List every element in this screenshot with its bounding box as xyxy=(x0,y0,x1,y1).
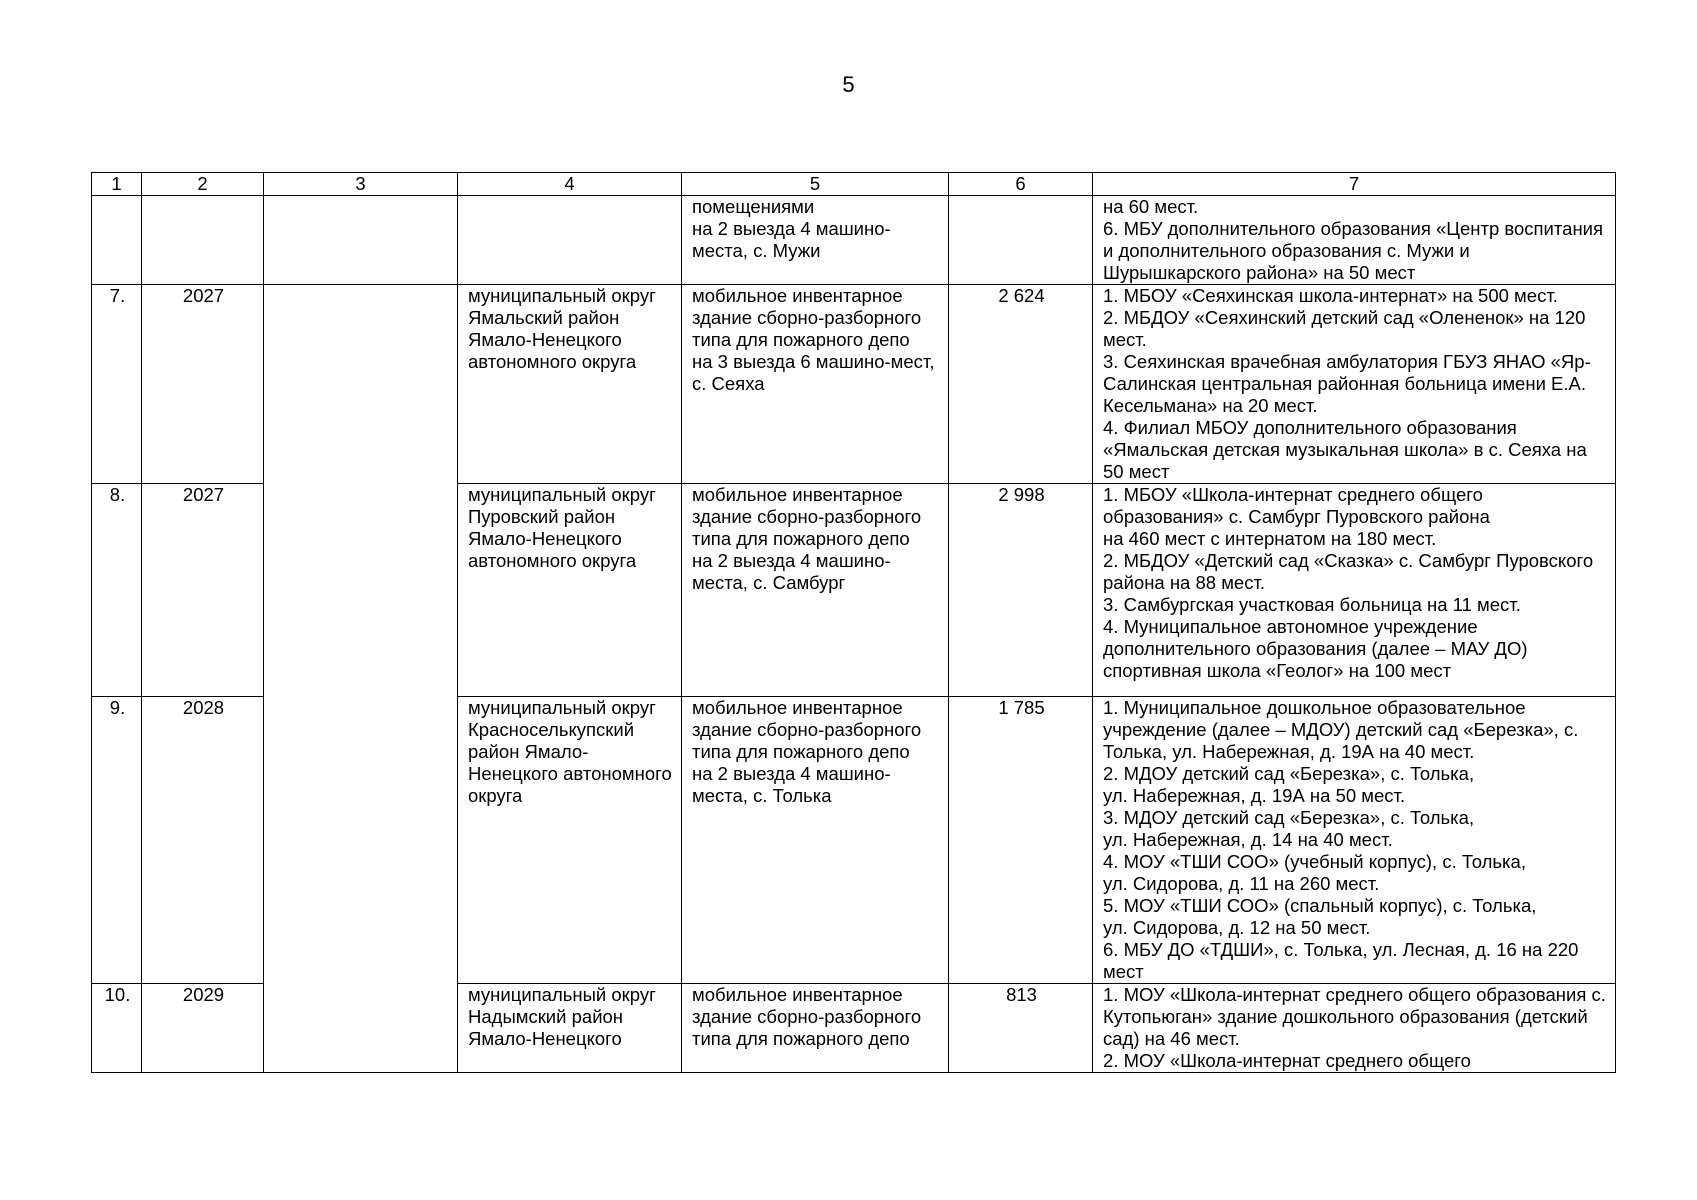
cell-object: мобильное инвентарное здание сборно-разборного типа для пожарного депо на 2 выезда 4 машино-места, с. Толька xyxy=(682,697,949,984)
cell-facilities: 1. МОУ «Школа-интернат среднего общего образования с. Кутопьюган» здание дошкольного образования (детский сад) на 46 мест. 2. МОУ «Школа-интернат среднего общего xyxy=(1093,984,1616,1073)
cell-value: 1 785 xyxy=(949,697,1093,984)
header-col-3: 3 xyxy=(264,173,458,196)
cell-num: 10. xyxy=(92,984,142,1073)
cell-facilities: на 60 мест. 6. МБУ дополнительного образования «Центр воспитания и дополнительного образования с. Мужи и Шурышкарского района» на 50 мест xyxy=(1093,196,1616,285)
cell-num xyxy=(92,196,142,285)
header-col-1: 1 xyxy=(92,173,142,196)
table-row-continuation xyxy=(92,196,1616,285)
cell-num: 7. xyxy=(92,285,142,484)
cell-location: муниципальный округ Пуровский район Ямало-Ненецкого автономного округа xyxy=(458,484,682,697)
cell-year xyxy=(142,196,264,285)
header-col-5: 5 xyxy=(682,173,949,196)
cell-value xyxy=(949,196,1093,285)
header-col-2: 2 xyxy=(142,173,264,196)
header-col-7: 7 xyxy=(1093,173,1616,196)
cell-col3 xyxy=(264,196,458,285)
table-header-row xyxy=(92,173,1616,196)
cell-object: мобильное инвентарное здание сборно-разборного типа для пожарного депо на 2 выезда 4 машино-места, с. Самбург xyxy=(682,484,949,697)
cell-year: 2029 xyxy=(142,984,264,1073)
cell-location: муниципальный округ Надымский район Ямало-Ненецкого xyxy=(458,984,682,1073)
header-col-4: 4 xyxy=(458,173,682,196)
cell-location: муниципальный округ Красноселькупский район Ямало-Ненецкого автономного округа xyxy=(458,697,682,984)
cell-value: 813 xyxy=(949,984,1093,1073)
document-table xyxy=(91,172,1616,1073)
cell-object: мобильное инвентарное здание сборно-разборного типа для пожарного депо на 3 выезда 6 машино-мест, с. Сеяха xyxy=(682,285,949,484)
cell-year: 2027 xyxy=(142,484,264,697)
cell-facilities: 1. МБОУ «Сеяхинская школа-интернат» на 500 мест. 2. МБДОУ «Сеяхинский детский сад «Олененок» на 120 мест. 3. Сеяхинская врачебная амбулатория ГБУЗ ЯНАО «Яр-Салинская центральная районная больница имени Е.А. Кесельмана» на 20 мест. 4. Филиал МБОУ дополнительного образования «Ямальская детская музыкальная школа» в с. Сеяха на 50 мест xyxy=(1093,285,1616,484)
cell-location: муниципальный округ Ямальский район Ямало-Ненецкого автономного округа xyxy=(458,285,682,484)
cell-object: мобильное инвентарное здание сборно-разборного типа для пожарного депо xyxy=(682,984,949,1073)
cell-col3-merged xyxy=(264,285,458,1073)
cell-facilities: 1. МБОУ «Школа-интернат среднего общего образования» с. Самбург Пуровского района на 460 мест с интернатом на 180 мест. 2. МБДОУ «Детский сад «Сказка» с. Самбург Пуровского района на 88 мест. 3. Самбургская участковая больница на 11 мест. 4. Муниципальное автономное учреждение дополнительного образования (далее – МАУ ДО) спортивная школа «Геолог» на 100 мест xyxy=(1093,484,1616,697)
page-number: 5 xyxy=(842,72,855,97)
cell-num: 8. xyxy=(92,484,142,697)
cell-facilities: 1. Муниципальное дошкольное образовательное учреждение (далее – МДОУ) детский сад «Березка», с. Толька, ул. Набережная, д. 19А на 40 мест. 2. МДОУ детский сад «Березка», с. Толька, ул. Набережная, д. 19А на 50 мест. 3. МДОУ детский сад «Березка», с. Толька, ул. Набережная, д. 14 на 40 мест. 4. МОУ «ТШИ СОО» (учебный корпус), с. Толька, ул. Сидорова, д. 11 на 260 мест. 5. МОУ «ТШИ СОО» (спальный корпус), с. Толька, ул. Сидорова, д. 12 на 50 мест. 6. МБУ ДО «ТДШИ», с. Толька, ул. Лесная, д. 16 на 220 мест xyxy=(1093,697,1616,984)
cell-value: 2 624 xyxy=(949,285,1093,484)
table-row xyxy=(92,285,1616,484)
cell-num: 9. xyxy=(92,697,142,984)
cell-year: 2028 xyxy=(142,697,264,984)
cell-value: 2 998 xyxy=(949,484,1093,697)
cell-object: помещениями на 2 выезда 4 машино-места, с. Мужи xyxy=(682,196,949,285)
cell-year: 2027 xyxy=(142,285,264,484)
header-col-6: 6 xyxy=(949,173,1093,196)
cell-location xyxy=(458,196,682,285)
